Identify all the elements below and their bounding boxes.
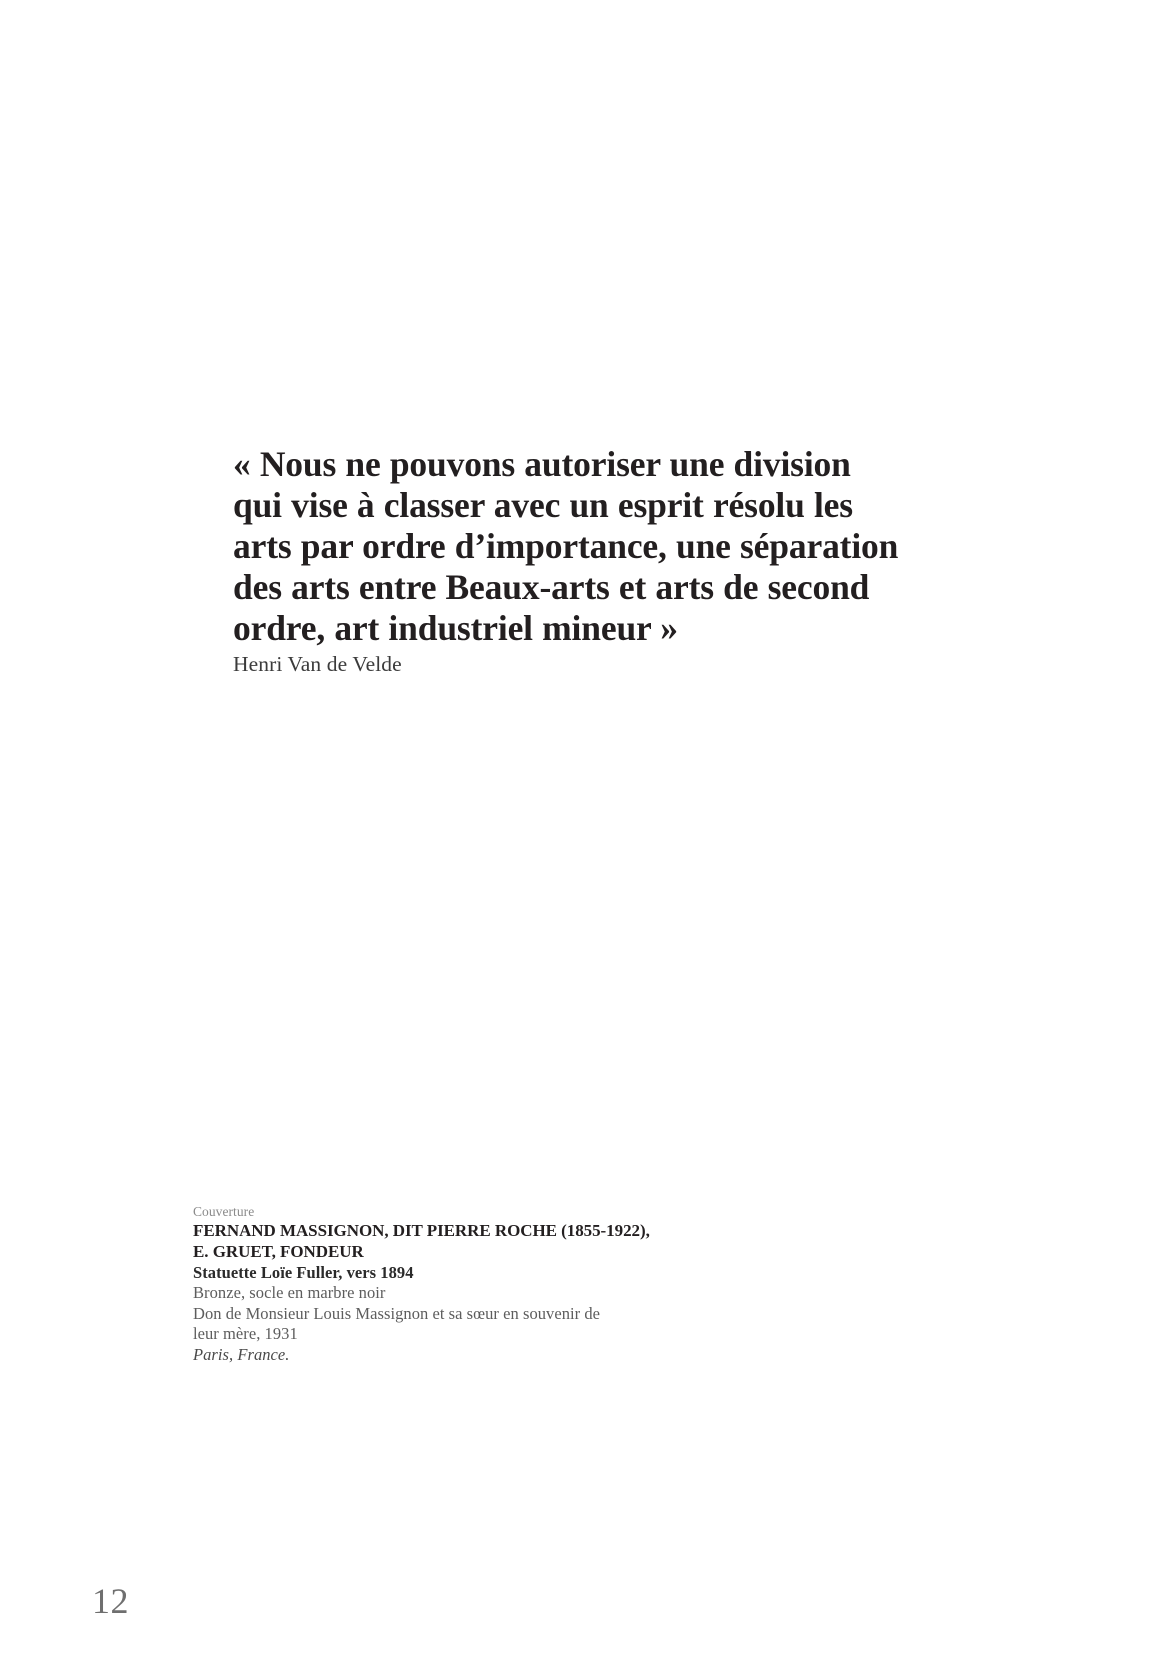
caption-provenance-line-2: leur mère, 1931 bbox=[193, 1324, 298, 1343]
caption-artist-line-1: FERNAND MASSIGNON, DIT PIERRE ROCHE (1855-1922), bbox=[193, 1221, 650, 1240]
quote-line-5: ordre, art industriel mineur » bbox=[233, 608, 678, 648]
quote-line-4: des arts entre Beaux-arts et arts de second bbox=[233, 567, 870, 607]
caption-kicker: Couverture bbox=[193, 1204, 255, 1219]
caption-medium: Bronze, socle en marbre noir bbox=[193, 1283, 386, 1302]
caption-location: Paris, France. bbox=[193, 1344, 290, 1364]
quote-line-3: arts par ordre d’importance, une séparation bbox=[233, 526, 899, 566]
quote-attribution: Henri Van de Velde bbox=[233, 652, 402, 676]
caption-provenance-line-1: Don de Monsieur Louis Massignon et sa sœur en souvenir de bbox=[193, 1303, 601, 1323]
cover-caption bbox=[193, 1203, 713, 1365]
pull-quote bbox=[233, 444, 978, 677]
quote-line-2: qui vise à classer avec un esprit résolu les bbox=[233, 485, 853, 525]
caption-artist-line-2: E. GRUET, FONDEUR bbox=[193, 1241, 364, 1261]
caption-work-title: Statuette Loïe Fuller, vers 1894 bbox=[193, 1263, 414, 1282]
quote-line-1: « Nous ne pouvons autoriser une division bbox=[233, 444, 851, 484]
page-number: 12 bbox=[92, 1581, 129, 1621]
